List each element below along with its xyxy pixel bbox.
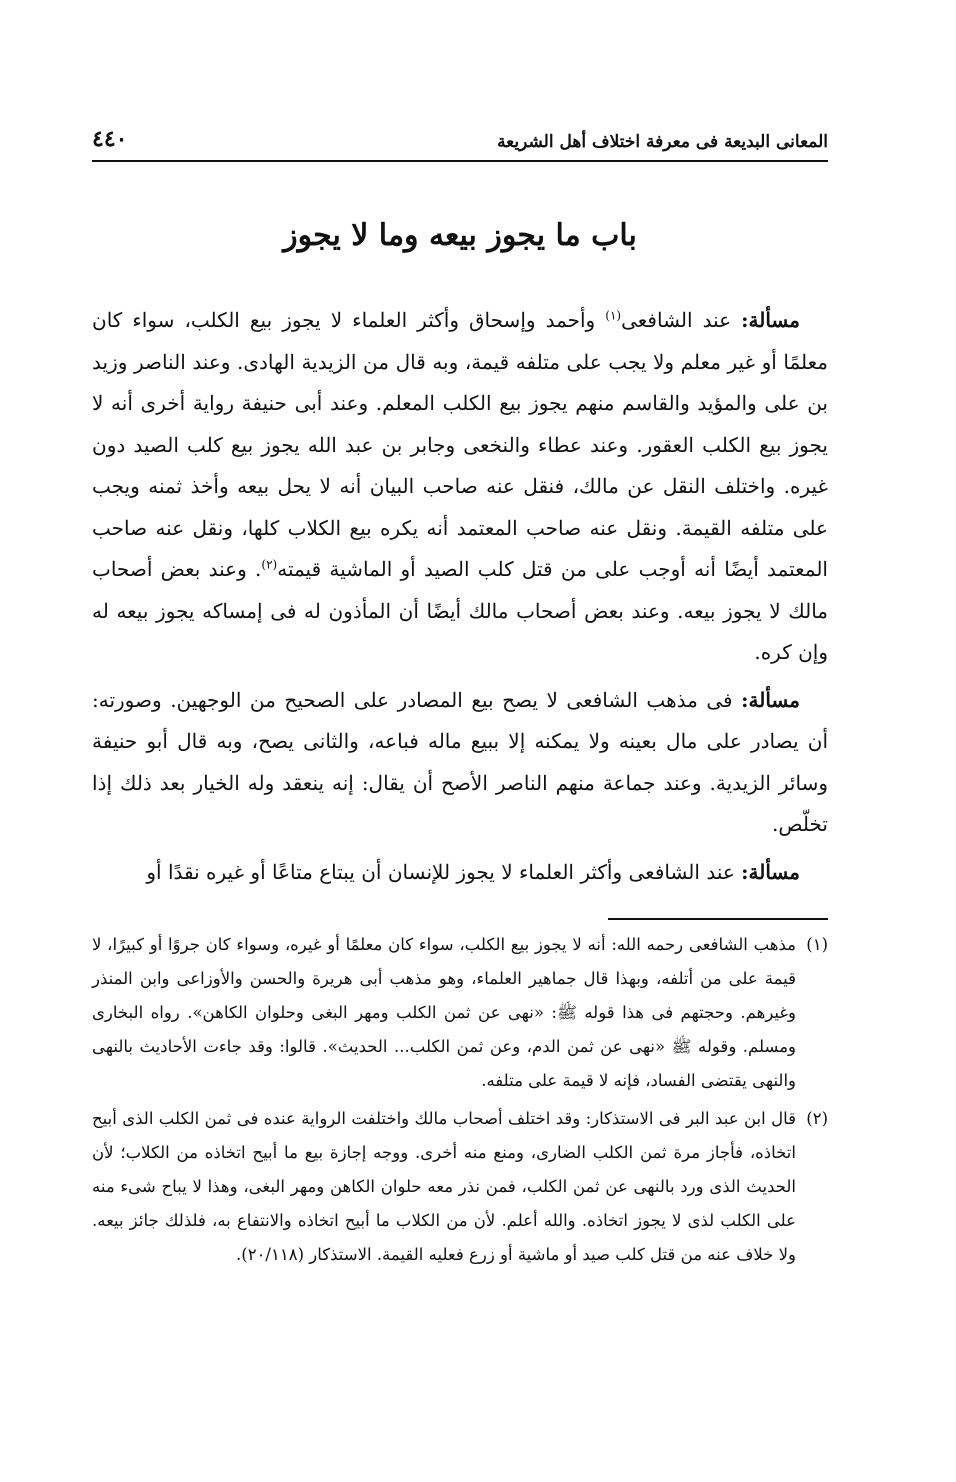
running-title: المعانى البديعة فى معرفة اختلاف أهل الشريعة — [497, 132, 828, 152]
footnote-ref-1[interactable]: (١) — [605, 308, 622, 323]
paragraph-2 — [92, 680, 828, 846]
footnote-text: قال ابن عبد البر فى الاستذكار: وقد اختلف أصحاب مالك واختلفت الرواية عنده فى ثمن الكلب الذى أبيح اتخاذه، فأجاز مرة ثمن الكلب الضارى، ومنع منه أخرى. ووجه إجازة بيع ما أبيح اتخاذه من الكلاب؛ لأن الحديث الذى ورد بالنهى عن ثمن الكلب، فمن نذر معه حلوان الكاهن ومهر البغى، وهذا لا يباح شىء منه على الكلب لذى لا يجوز اتخاذه. والله أعلم. لأن من الكلاب ما أبيح اتخاذه والانتفاع به، فلذلك جائز بيعه. ولا خلاف عنه من قتل كلب صيد أو ماشية أو زرع فعليه القيمة. الاستذكار (٢٠/١١٨). — [92, 1109, 796, 1264]
chapter-title: باب ما يجوز بيعه وما لا يجوز — [283, 218, 637, 253]
paragraph-1 — [92, 300, 828, 674]
page-number: ٤٤٠ — [92, 126, 128, 152]
issue-label: مسألة: — [741, 308, 800, 332]
footnote-text: مذهب الشافعى رحمه الله: أنه لا يجوز بيع الكلب، سواء كان معلمًا أو غيره، وسواء كان جروًا أو كبيرًا، لا قيمة على من أتلفه، وبهذا قال جماهير العلماء، وهو مذهب أبى هريرة والحسن والأوزاعى وابن المنذر وغيرهم. وحجتهم فى هذا قوله ﷺ: «نهى عن ثمن الكلب ومهر البغى وحلوان الكاهن». رواه البخارى ومسلم. وقوله ﷺ «نهى عن ثمن الدم، وعن ثمن الكلب... الحديث». قالوا: وقد جاءت الأحاديث بالنهى والنهى يقتضى الفساد، فإنه لا قيمة على متلفه. — [92, 935, 797, 1090]
footnote-ref-2[interactable]: (٢) — [261, 557, 278, 572]
footnote-1 — [92, 928, 828, 1098]
paragraph-text: فى مذهب الشافعى لا يصح بيع المصادر على الصحيح من الوجهين. وصورته: أن يصادر على مال بعينه ولا يمكنه إلا ببيع ماله فباعه، والثانى يصح، وبه قال أبو حنيفة وسائر الزيدية. وعند جماعة منهم الناصر الأصح أن يقال: إنه ينعقد وله الخيار بعد ذلك إذا تخلّص. — [92, 687, 828, 836]
paragraph-text: عند الشافعى وأكثر العلماء لا يجوز للإنسان أن يبتاع متاعًا أو غيره نقدًا أو — [146, 859, 742, 884]
issue-label: مسألة: — [741, 859, 800, 884]
main-text — [92, 300, 828, 899]
footnotes — [92, 928, 828, 1276]
paragraph-text: عند الشافعى — [621, 308, 742, 332]
footnote-2 — [92, 1102, 828, 1272]
footnote-number: (٢) — [806, 1109, 828, 1128]
paragraph-text: وأحمد وإسحاق وأكثر العلماء لا يجوز بيع الكلب، سواء كان معلمًا أو غير معلم ولا يجب على متلفه قيمة، وبه قال من الزيدية الهادى. وعند الناصر وزيد بن على والمؤيد والقاسم منهم يجوز بيع الكلب المعلم. وعند أبى حنيفة رواية أخرى أنه لا يجوز بيع الكلب العقور. وعند عطاء والنخعى وجابر بن عبد الله يجوز بيع كلب الصيد دون غيره. واختلف النقل عن مالك، فنقل عنه صاحب البيان أنه لا يحل بيعه وأخذ ثمنه ويجب على متلفه القيمة. ونقل عنه صاحب المعتمد أنه يكره بيع الكلاب كلها، ونقل عنه صاحب المعتمد أيضًا أنه أوجب على من قتل كلب الصيد أو الماشية قيمته — [92, 308, 828, 581]
paragraph-3 — [92, 852, 828, 894]
page-header — [92, 126, 828, 162]
footnote-number: (١) — [806, 935, 828, 954]
issue-label: مسألة: — [741, 687, 800, 712]
paragraph-text: . وعند بعض أصحاب مالك لا يجوز بيعه. وعند بعض أصحاب مالك أيضًا أن المأذون له فى إمساكه يجوز بيعه له وإن كره. — [92, 557, 828, 664]
footnote-divider — [608, 918, 828, 920]
